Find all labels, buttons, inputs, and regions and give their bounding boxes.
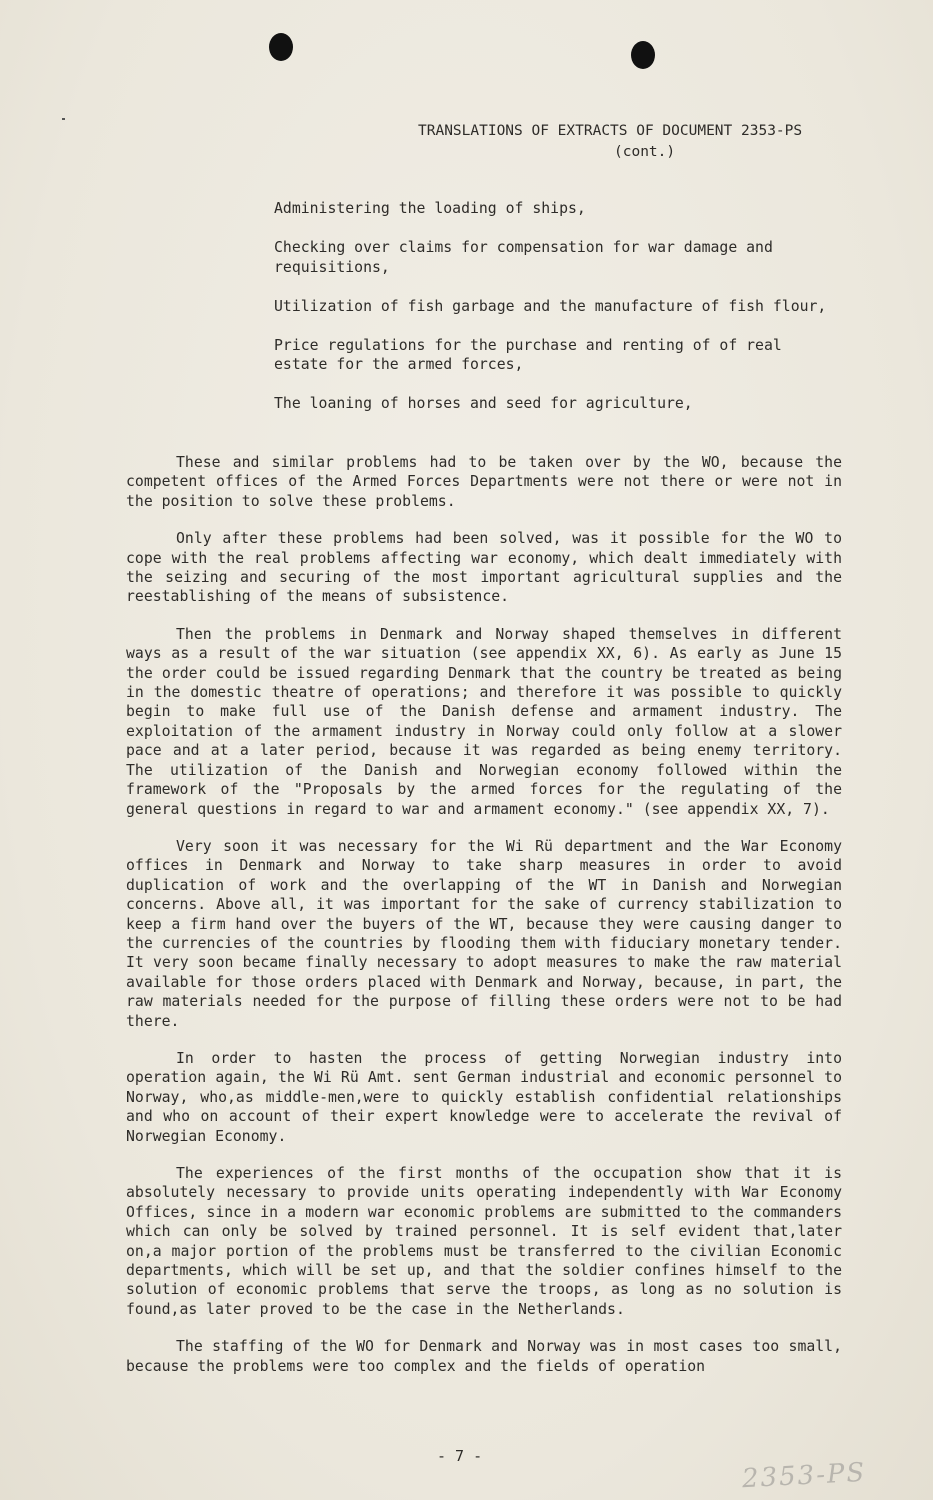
punch-hole-left xyxy=(269,33,293,61)
document-header xyxy=(418,121,858,163)
punch-hole-right xyxy=(631,41,655,69)
paragraph: Then the problems in Denmark and Norway shaped themselves in different ways as a result of the war situation (see appendix XX, 6). As early as June 15 the order could be issued regarding Denmark that the country be treated as being in the domestic theatre of operations; and therefore it was possible to quickly begin to make full use of the Danish defense and armament industry. The exploitation of the armament industry in Norway could only follow at a slower pace and at a later period, because it was regarded as being enemy territory. The utilization of the Danish and Norwegian economy followed within the framework of the "Proposals by the armed forces for the regulating of the general questions in regard to war and armament economy." (see appendix XX, 7). xyxy=(126,625,842,818)
paper-speck xyxy=(62,118,65,120)
paragraph: These and similar problems had to be taken over by the WO, because the competent offices of the Armed Forces Departments were not there or were not in the position to solve these problems. xyxy=(126,454,842,510)
paragraph: In order to hasten the process of getting Norwegian industry into operation again, the Wi Rü Amt. sent German industrial and economic personnel to Norway, who,as middle-men,were to quickly establish confidential relationships and who on account of their expert knowledge were to accelerate the revival of Norwegian Economy. xyxy=(126,1049,842,1145)
task-item: Price regulations for the purchase and renting of of real estate for the armed forces, xyxy=(274,336,782,373)
task-list xyxy=(274,199,834,433)
handwritten-stamp: 2353-PS xyxy=(741,1457,867,1495)
paragraph: Very soon it was necessary for the Wi Rü department and the War Economy offices in Denmark and Norway to take sharp measures in order to avoid duplication of work and the overlapping of the WT in Danish and Norwegian concerns. Above all, it was important for the sake of currency stabilization to keep a firm hand over the buyers of the WT, because they were causing danger to the currencies of the countries by flooding them with fiduciary monetary tender. It very soon became finally necessary to adopt measures to make the raw material available for those orders placed with Denmark and Norway, because, in part, the raw materials needed for the purpose of filling these orders were not to be had there. xyxy=(126,837,842,1030)
paragraph: The staffing of the WO for Denmark and Norway was in most cases too small, because the problems were too complex and the fields of operation xyxy=(126,1338,842,1375)
paragraph: Only after these problems had been solved, was it possible for the WO to cope with the real problems affecting war economy, which dealt immediately with the seizing and securing of the most important agricultural supplies and the reestablishing of the means of subsistence. xyxy=(126,530,842,606)
paragraph: The experiences of the first months of the occupation show that it is absolutely necessary to provide units operating independently with War Economy Offices, since in a modern war economic problems are submitted to the commanders which can only be solved by trained personnel. It is self evident that,later on,a major portion of the problems must be transferred to the civilian Economic departments, which will be set up, and that the soldier confines himself to the solution of economic problems that serve the troops, as long as no solution is found,as later proved to be the case in the Netherlands. xyxy=(126,1165,842,1318)
task-item: The loaning of horses and seed for agriculture, xyxy=(274,395,693,412)
continued-label: (cont.) xyxy=(614,144,676,160)
body-text xyxy=(126,453,842,1394)
page-number: - 7 - xyxy=(437,1447,483,1465)
task-item: Administering the loading of ships, xyxy=(274,200,586,217)
task-item: Checking over claims for compensation for war damage and requisitions, xyxy=(274,239,773,276)
document-title: TRANSLATIONS OF EXTRACTS OF DOCUMENT 2353-PS xyxy=(418,123,803,139)
task-item: Utilization of fish garbage and the manufacture of fish flour, xyxy=(274,297,827,315)
